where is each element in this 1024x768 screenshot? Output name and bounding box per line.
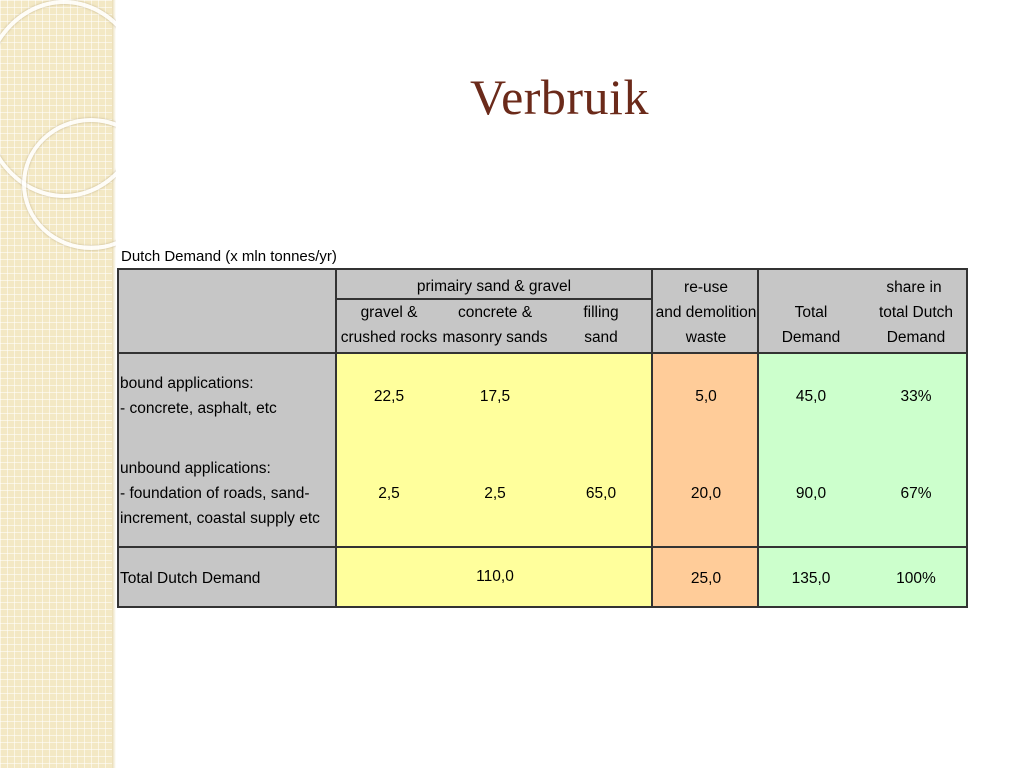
row2-label-line1: unbound applications: — [120, 460, 271, 477]
row1-value: 45,0 — [795, 388, 827, 405]
total-label: Total Dutch Demand — [120, 570, 261, 587]
header-col5-line1: Total — [794, 304, 828, 321]
row1-value: 22,5 — [373, 388, 405, 405]
total-share: 100% — [896, 570, 936, 587]
row2-value: 67% — [900, 485, 932, 502]
header-col4-line2: and demolition — [655, 304, 757, 321]
row1-value: 5,0 — [695, 388, 717, 405]
decorative-rings — [0, 0, 116, 768]
row2-value: 2,5 — [484, 485, 506, 502]
total-demand: 135,0 — [791, 570, 831, 587]
header-col2-line1: concrete & — [457, 304, 533, 321]
label-column-bg — [119, 270, 336, 606]
row2-value: 90,0 — [795, 485, 827, 502]
row1-value: 33% — [900, 388, 932, 405]
header-col2-line2: masonry sands — [442, 329, 548, 346]
header-col4-line1: re-use — [684, 279, 728, 296]
row2-value: 20,0 — [690, 485, 722, 502]
header-col5-line2: Demand — [781, 329, 841, 346]
slide-title: Verbruik — [470, 69, 649, 125]
header-col4-line3: waste — [685, 329, 727, 346]
row2-value: 65,0 — [585, 485, 617, 502]
row1-label-line1: bound applications: — [120, 375, 254, 392]
grid-line — [119, 352, 966, 354]
total-reuse: 25,0 — [690, 570, 722, 587]
table-caption: Dutch Demand (x mln tonnes/yr) — [121, 248, 337, 265]
row1-value: 17,5 — [479, 388, 511, 405]
grid-line — [651, 270, 653, 606]
header-col1-line2: crushed rocks — [340, 329, 438, 346]
row2-label-line3: increment, coastal supply etc — [120, 510, 320, 527]
grid-line — [335, 270, 337, 606]
header-col3-line1: filling — [583, 304, 619, 321]
grid-line — [119, 546, 966, 548]
row1-label-line2: - concrete, asphalt, etc — [120, 400, 277, 417]
header-col3-line2: sand — [584, 329, 618, 346]
row2-value: 2,5 — [378, 485, 400, 502]
grid-line — [757, 270, 759, 606]
header-group: primairy sand & gravel — [416, 278, 572, 295]
header-col1-line1: gravel & — [360, 304, 418, 321]
header-col6-line2: total Dutch — [878, 304, 954, 321]
demand-table — [117, 268, 968, 608]
header-col6-line3: Demand — [886, 329, 946, 346]
header-col6-line1: share in — [886, 279, 942, 296]
total-primary: 110,0 — [476, 568, 514, 585]
row2-label-line2: - foundation of roads, sand- — [120, 485, 310, 502]
